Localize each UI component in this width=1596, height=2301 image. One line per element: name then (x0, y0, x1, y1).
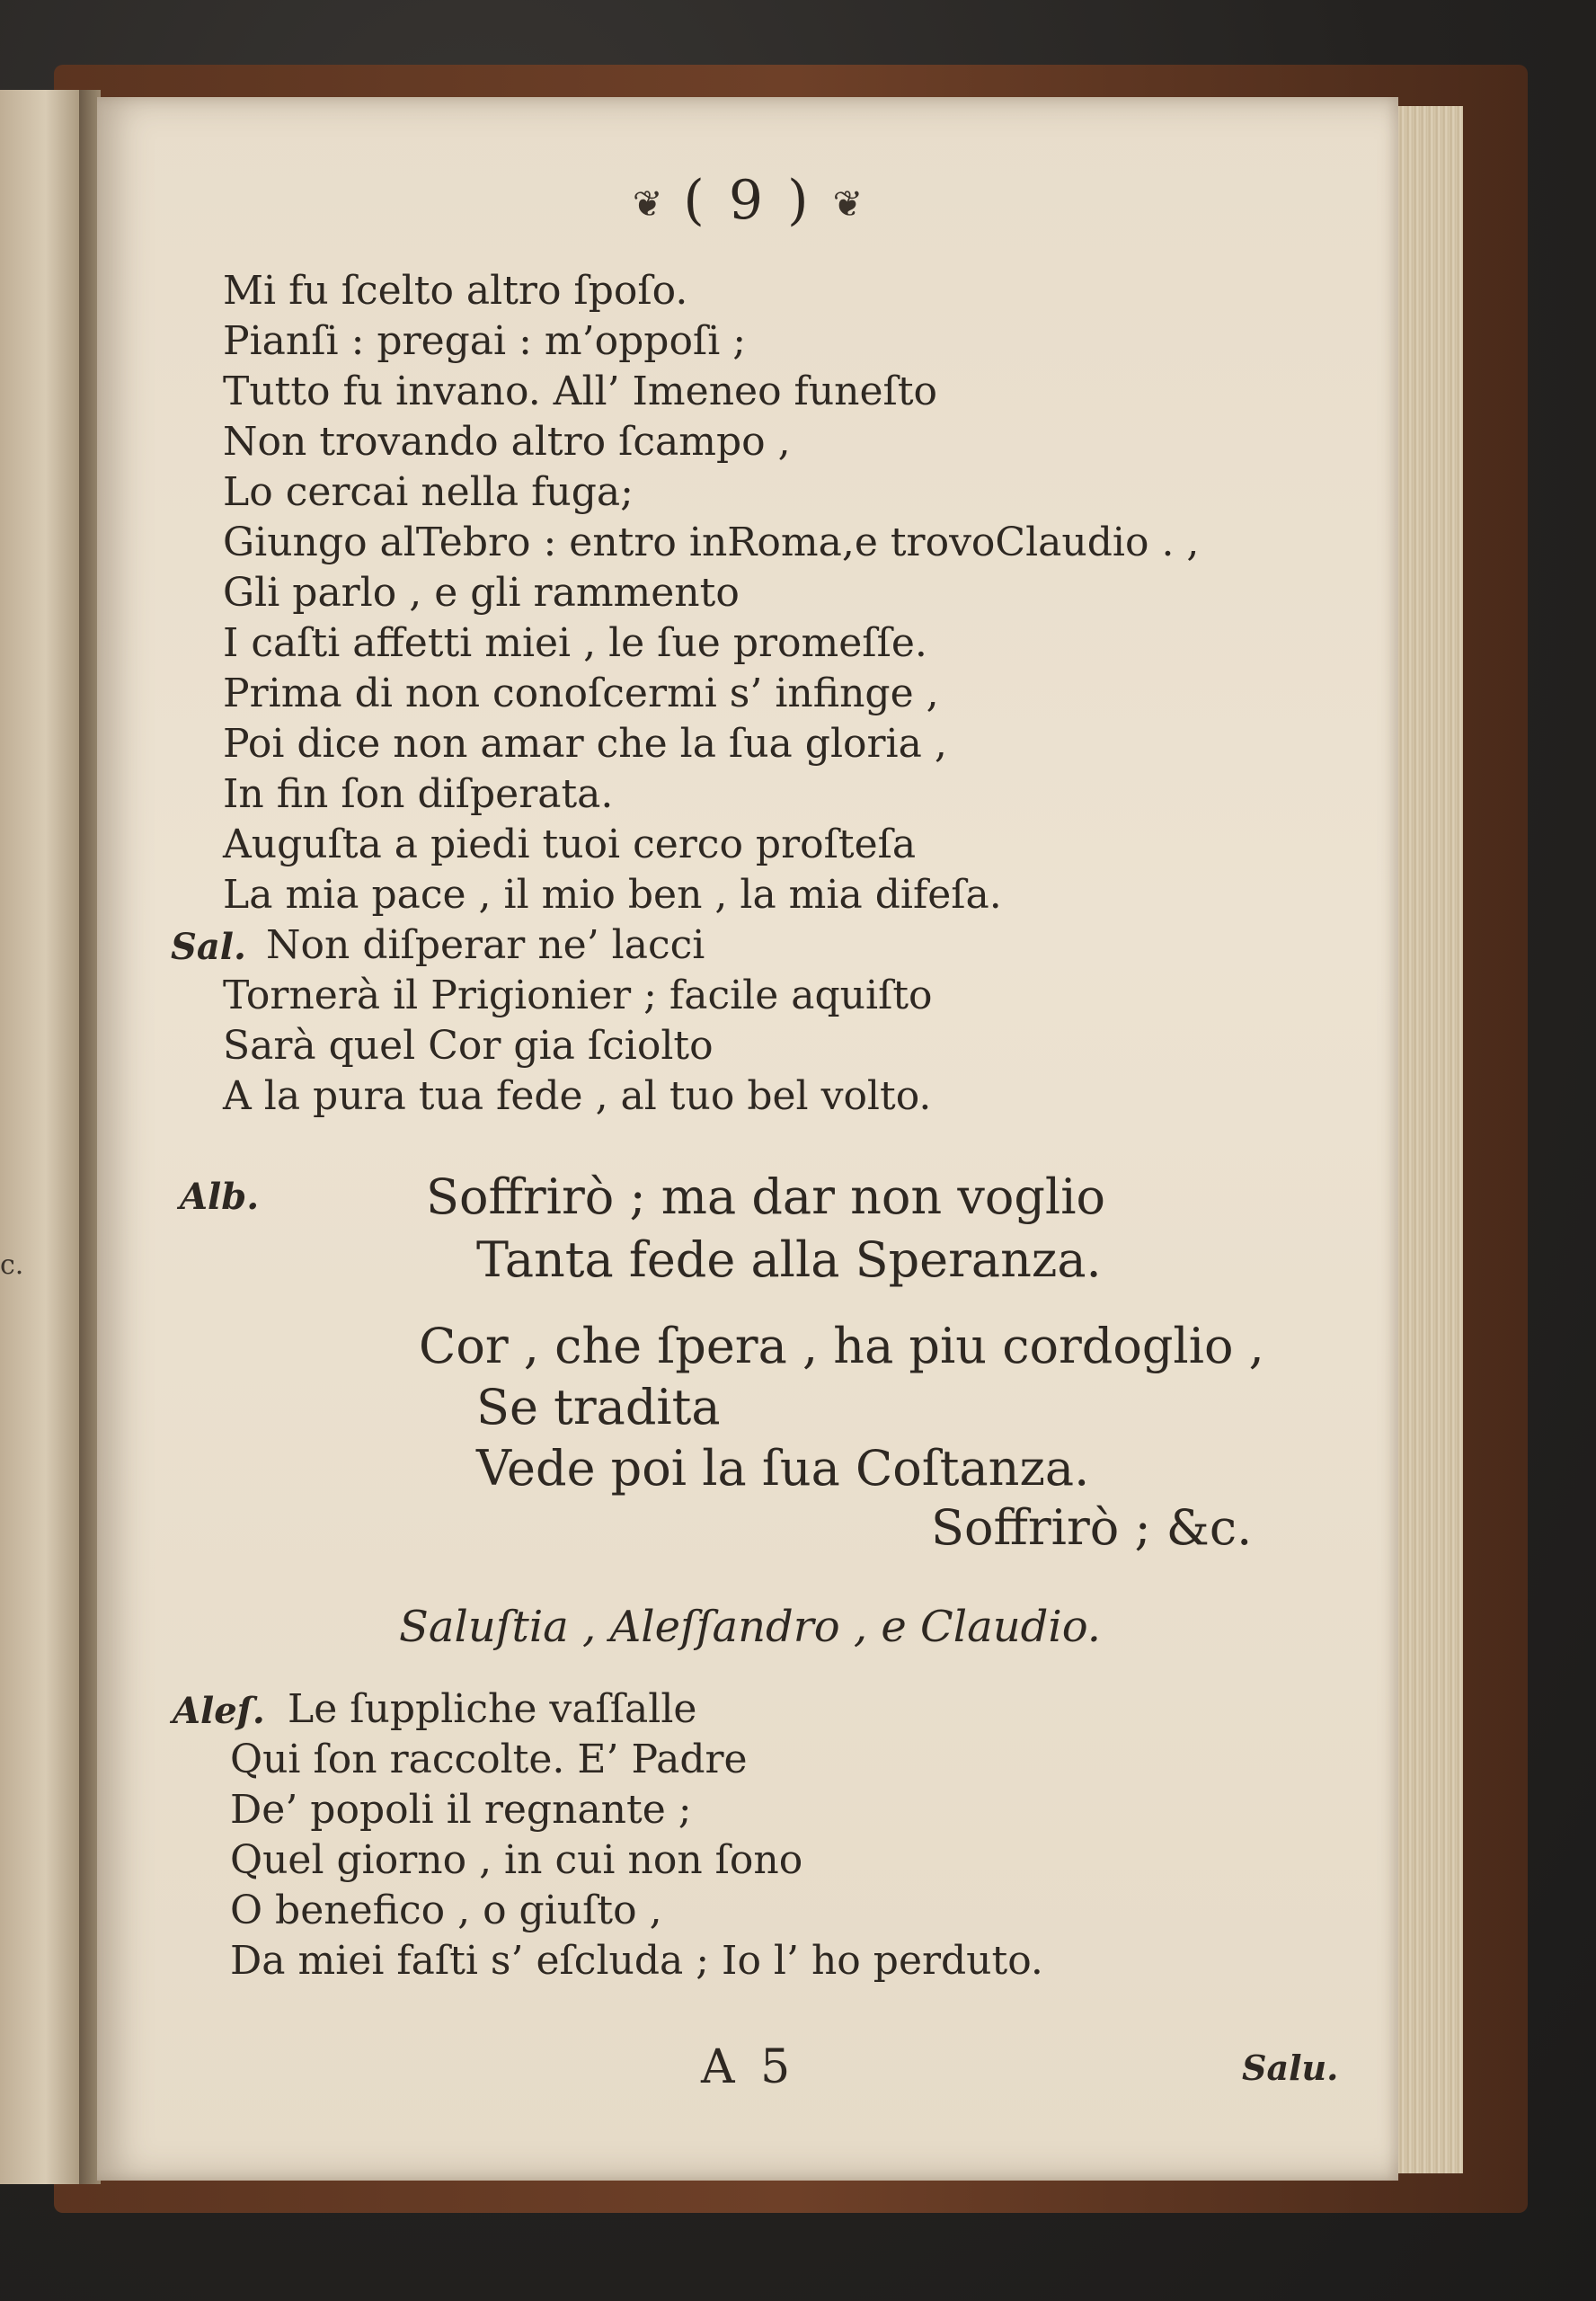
stage-direction: Saluſtia , Aleſſandro , e Claudio. (399, 1602, 1102, 1652)
aria-line: Cor , che ſpera , ha piu cordoglio , (419, 1318, 1264, 1374)
text-line: Gli parlo , e gli rammento (223, 570, 740, 616)
text-line: Pianſi : pregai : m’oppoſi ; (223, 318, 747, 364)
page-number: ( 9 ) (683, 169, 812, 232)
text-line: O benefico , o giuſto , (230, 1888, 662, 1933)
aria-line: Vede poi la ſua Coſtanza. (476, 1440, 1090, 1497)
text-line: Prima di non conoſcermi s’ infinge , (223, 671, 939, 716)
page-stack-edge (1398, 106, 1463, 2173)
text-line: Poi dice non amar che la ſua gloria , (223, 721, 947, 767)
text-line: In fin ſon diſperata. (223, 771, 614, 817)
ornament-left-icon: ❦ (632, 183, 663, 226)
catchword: Salu. (1242, 2048, 1339, 2088)
page-header (97, 169, 1398, 232)
aria-line: Se tradita (476, 1379, 721, 1435)
text-line: La mia pace , il mio ben , la mia difeſa. (223, 872, 1002, 918)
left-page-edge (0, 90, 83, 2184)
text-line: Tornerà il Prigionier ; facile aquiſto (223, 973, 933, 1018)
text-line: Lo cercai nella fuga; (223, 469, 634, 515)
aria-line: Soffrirò ; ma dar non voglio (426, 1168, 1105, 1225)
speaker-label: Sal. (171, 926, 246, 968)
text-line: A la pura tua fede , al tuo bel volto. (223, 1073, 932, 1119)
text-line: Da miei faſti s’ eſcluda ; Io l’ ho perduto. (230, 1938, 1043, 1984)
text-line: De’ popoli il regnante ; (230, 1787, 692, 1833)
text-line: I caſti affetti miei , le ſue promeſſe. (223, 620, 927, 666)
left-page-fragment: c. (0, 1249, 24, 1281)
text-line: Sarà quel Cor gia ſciolto (223, 1023, 714, 1069)
speaker-label: Aleſ. (173, 1690, 265, 1732)
text-line: Giungo alTebro : entro inRoma,e trovoClaudio . , (223, 520, 1200, 565)
text-line: Qui ſon raccolte. E’ Padre (230, 1737, 748, 1782)
aria-line: Tanta fede alla Speranza. (476, 1231, 1102, 1288)
text-line: Mi fu ſcelto altro ſpoſo. (223, 268, 688, 314)
ornament-right-icon: ❦ (832, 183, 864, 226)
text-line: Non diſperar ne’ lacci (266, 922, 705, 968)
text-line: Quel giorno , in cui non ſono (230, 1837, 803, 1883)
text-line: Tutto fu invano. All’ Imeneo funeſto (223, 369, 938, 414)
aria-line: Soffrirò ; &c. (931, 1499, 1253, 1556)
speaker-label: Alb. (180, 1176, 260, 1218)
text-line: Auguſta a piedi tuoi cerco proſteſa (223, 822, 917, 867)
text-line: Non trovando altro ſcampo , (223, 419, 791, 465)
signature-mark: A 5 (701, 2040, 796, 2094)
text-line: Le ſuppliche vaſſalle (288, 1686, 697, 1732)
